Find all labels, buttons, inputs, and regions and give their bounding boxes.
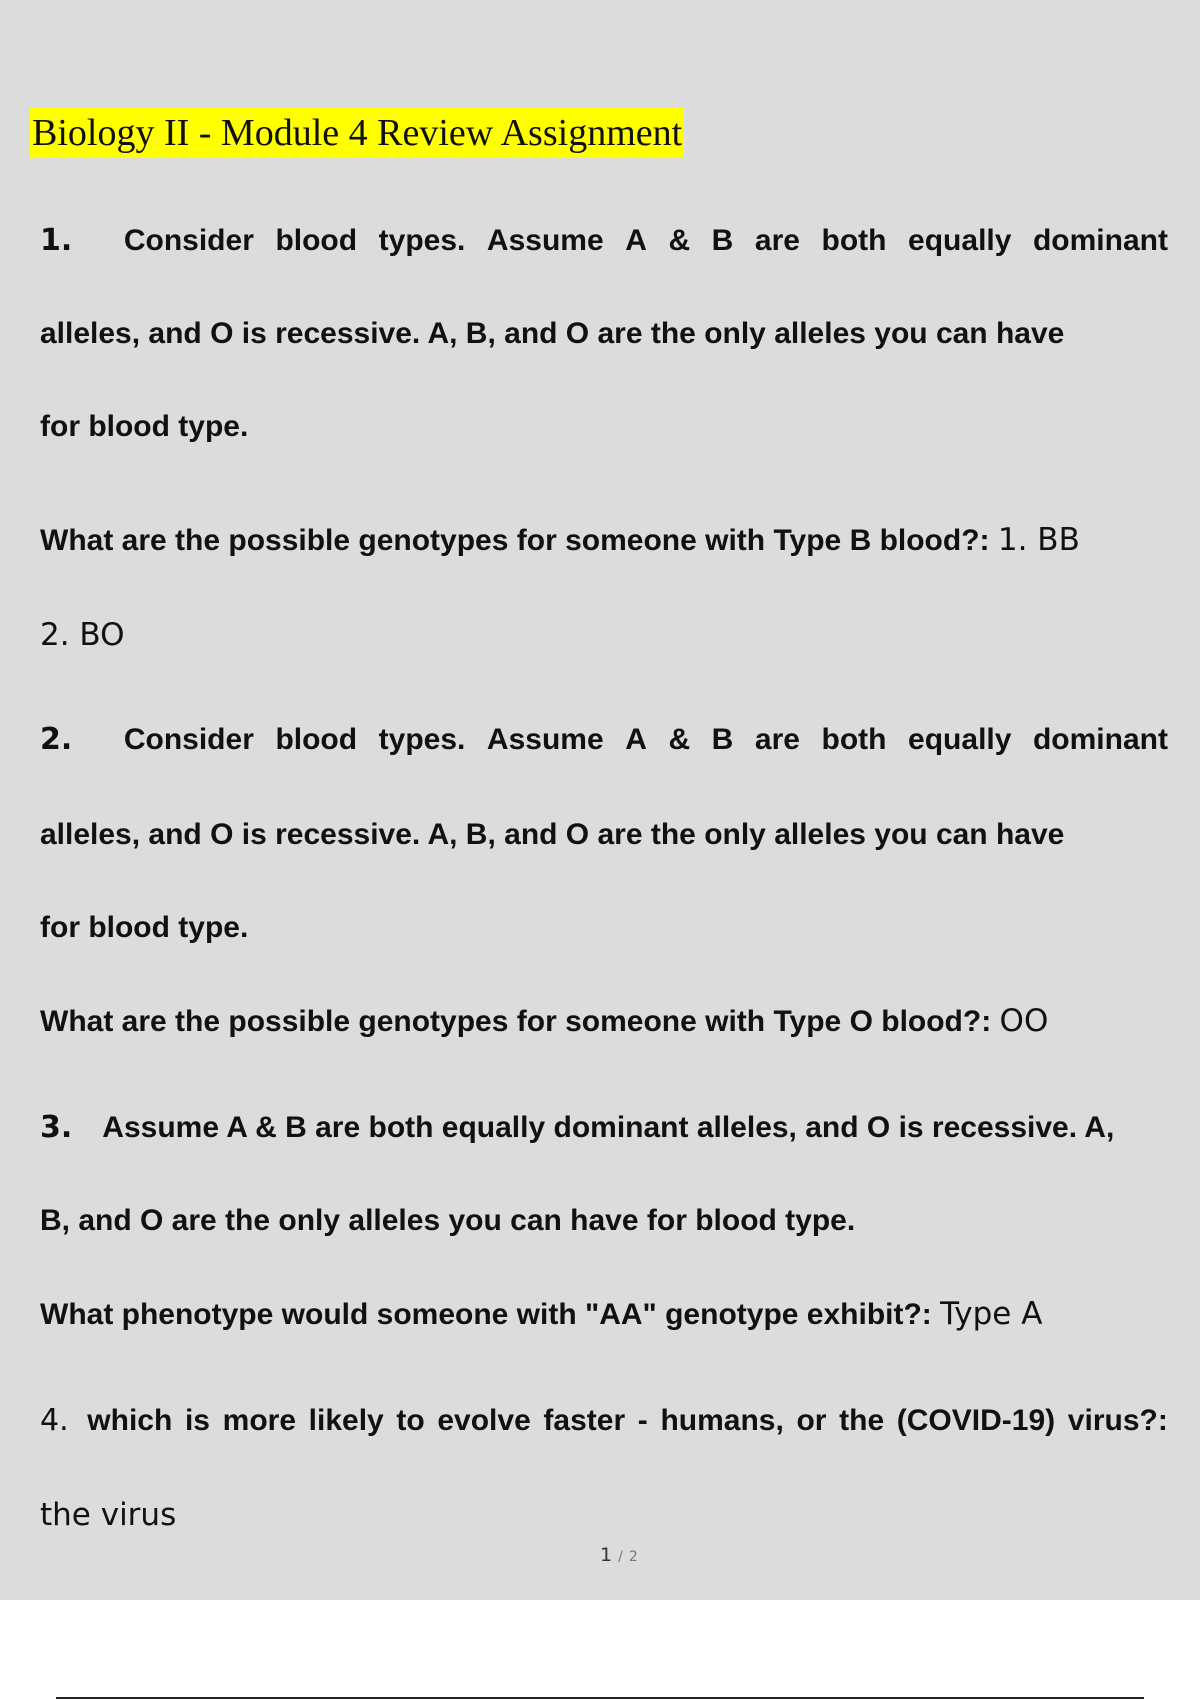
word: which	[87, 1404, 173, 1437]
question-2-answer: OO	[999, 1003, 1049, 1039]
word: B	[711, 224, 734, 257]
question-1-line-1	[40, 221, 1168, 261]
word: Assume	[486, 224, 604, 257]
question-2-prompt	[40, 1001, 1168, 1042]
question-1-line-3: for blood type.	[40, 410, 249, 443]
question-4-answer: the virus	[40, 1497, 177, 1533]
word: Assume	[486, 723, 604, 756]
question-2-prompt-text: What are the possible genotypes for someone with Type O blood?:	[40, 1005, 992, 1038]
word: dominant	[1032, 224, 1168, 257]
question-1-number: 1.	[40, 223, 73, 258]
question-3-line-1	[40, 1108, 1168, 1148]
word: evolve	[437, 1404, 531, 1437]
word: likely	[308, 1404, 384, 1437]
word: types.	[378, 224, 466, 257]
word: equally	[908, 224, 1012, 257]
word: blood	[275, 723, 358, 756]
page-total: 2	[628, 1549, 638, 1565]
question-1-prompt-text: What are the possible genotypes for someone with Type B blood?:	[40, 524, 990, 557]
question-3-number: 3.	[40, 1110, 73, 1145]
question-3-prompt-text: What phenotype would someone with "AA" genotype exhibit?:	[40, 1298, 932, 1331]
question-1-prompt	[40, 520, 1168, 561]
word: both	[821, 224, 887, 257]
word: is	[184, 1404, 210, 1437]
word: (COVID-19)	[896, 1404, 1056, 1437]
question-2-line-3: for blood type.	[40, 911, 249, 944]
page-separator: /	[618, 1549, 623, 1565]
question-3-line-1-text: Assume A & B are both equally dominant alleles, and O is recessive. A,	[102, 1111, 1115, 1144]
question-2-line-1	[40, 720, 1168, 760]
word: Consider	[123, 723, 254, 756]
document-title: Biology II - Module 4 Review Assignment	[30, 108, 684, 158]
word: types.	[378, 723, 466, 756]
page-current: 1	[600, 1544, 613, 1566]
word: B	[711, 723, 734, 756]
word: the	[839, 1404, 885, 1437]
question-2-number: 2.	[40, 722, 73, 757]
word: more	[222, 1404, 296, 1437]
word: faster	[543, 1404, 626, 1437]
word: both	[821, 723, 887, 756]
word: or	[796, 1404, 827, 1437]
word: A	[625, 224, 647, 257]
word: &	[668, 224, 691, 257]
question-3-line-2: B, and O are the only alleles you can have for blood type.	[40, 1204, 856, 1237]
question-4-number: 4.	[40, 1403, 69, 1438]
word: blood	[275, 224, 358, 257]
question-2-line-2: alleles, and O is recessive. A, B, and O are the only alleles you can have	[40, 818, 1065, 851]
question-1-line-2: alleles, and O is recessive. A, B, and O are the only alleles you can have	[40, 317, 1065, 350]
next-page-top-rule	[56, 1697, 1144, 1699]
word: are	[754, 723, 800, 756]
question-4-prompt	[40, 1401, 1168, 1441]
word: to	[396, 1404, 425, 1437]
word: A	[625, 723, 647, 756]
word: humans,	[660, 1404, 784, 1437]
word: Consider	[123, 224, 254, 257]
page-indicator	[600, 1543, 638, 1569]
word: dominant	[1032, 723, 1168, 756]
question-1-answer-1: 1. BB	[997, 522, 1080, 558]
question-1-answer-2: 2. BO	[40, 617, 125, 653]
question-3-prompt	[40, 1294, 1168, 1335]
word: &	[668, 723, 691, 756]
question-3-answer: Type A	[940, 1296, 1043, 1332]
word: -	[637, 1404, 648, 1437]
word: are	[754, 224, 800, 257]
word: virus?:	[1067, 1404, 1168, 1437]
word: equally	[908, 723, 1012, 756]
